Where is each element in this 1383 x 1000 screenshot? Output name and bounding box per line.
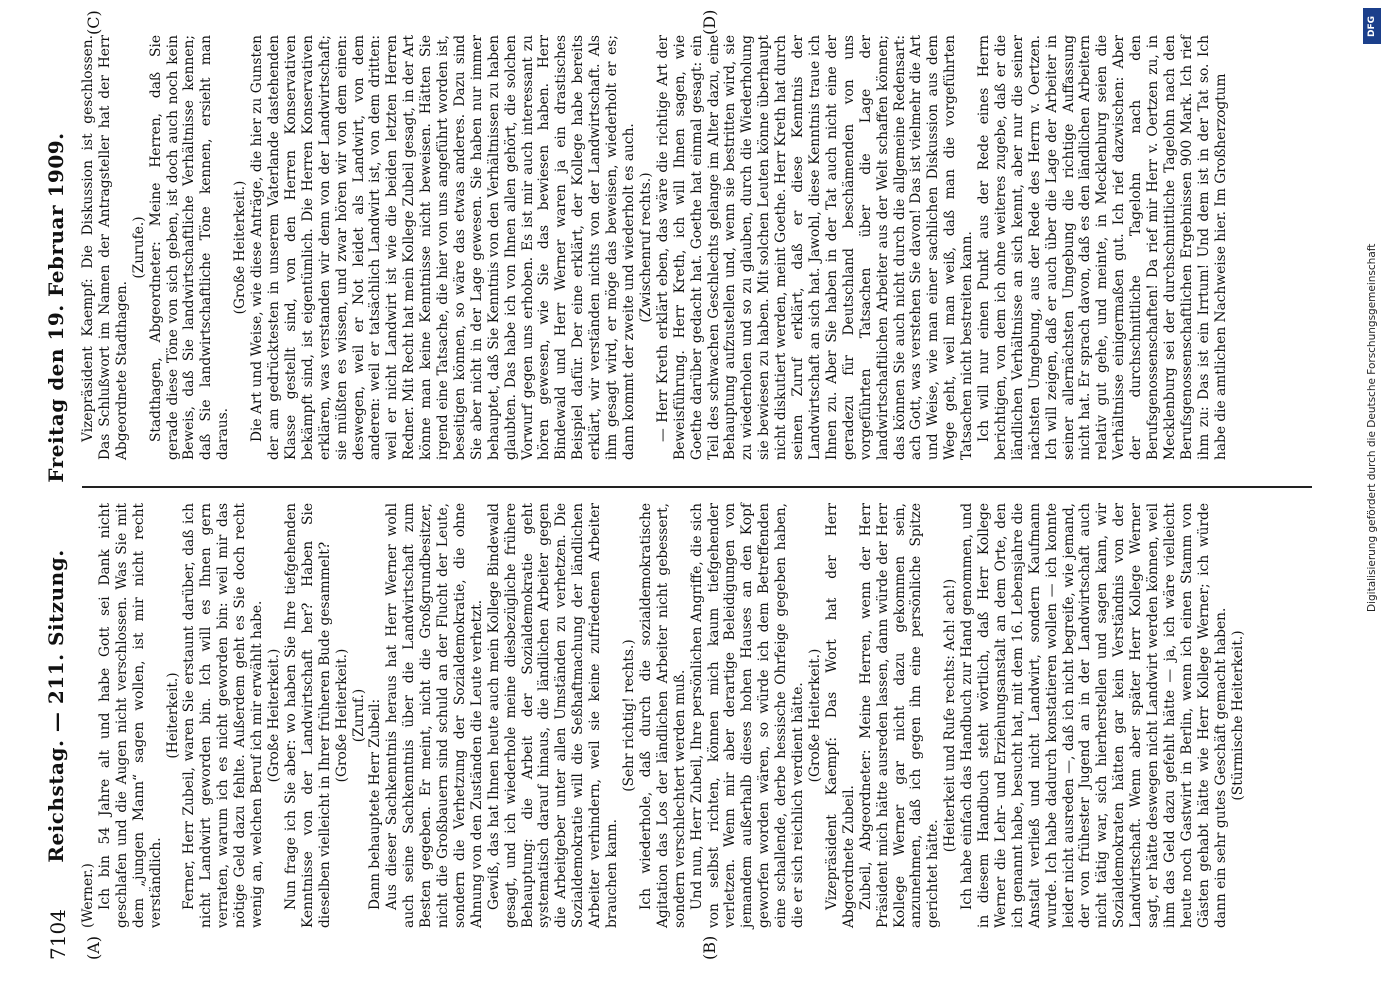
paragraph: (Große Heiterkeit.) <box>232 180 249 315</box>
paragraph: Ferner, Herr Zubeil, waren Sie erstaunt darüber, daß ich nicht Landwirt geworden bin. Ich will es Ihnen gern verraten, warum ich es nicht geworden bin: weil mir das nötige Geld dazu fehlte. Außerdem geht es Sie doch recht wenig an, welchen Beruf ich mir erwählt habe. <box>181 503 266 928</box>
paragraph: — Herr Kreth erklärt eben, das wäre die richtige Art der Beweisführung. Herr Kreth, ich will Ihnen sagen, wie Goethe darüber gedacht hat. Goethe hat einmal gesagt: ein Teil des schwachen Geschlechts gelange im Alter dazu, eine Behauptung aufzustellen und, wenn sie bestritten wird, sie zu wiederholen und so zu glauben, durch die Wiederholung sie bewiesen zu haben. Mit solchen Leuten könne überhaupt nicht diskutiert werden, meint Goethe. Herr Kreth hat durch seinen Zuruf erklärt, daß er diese Kenntnis der Landwirtschaft an sich hat. Jawohl, diese Kenntnis traue ich Ihnen zu. Aber Sie haben in der Tat auch nicht eine der geradezu für Deutschland beschämenden von uns vorgeführten Tatsachen über die Lage der landwirtschaftlichen Arbeiter aus der Welt schaffen können; das können Sie auch nicht durch die allgemeine Redensart: ach Gott, was verstehen Sie davon! Das ist vielmehr die Art und Weise, wie man einer sachlichen Diskussion aus dem Wege geht, weil man weiß, daß man die vorgeführten Tatsachen nicht bestreiten kann. <box>654 35 976 460</box>
paragraph: Ich wiederhole, daß durch die sozialdemokratische Agitation das Los der ländlichen Arbeiter nicht gebessert, sondern verschlechtert werden muß. <box>637 503 688 928</box>
paragraph: (Zurufe.) <box>130 216 147 279</box>
paragraph: (Heiterkeit und Rufe rechts: Ach! ach!) <box>942 578 959 853</box>
paragraph: (Zwischenruf rechts.) <box>637 172 654 323</box>
paragraph: Stadthagen, Abgeordneter: Meine Herren, daß Sie gerade diese Töne von sich geben, ist doch auch noch kein Beweis, daß Sie landwirtschaftliche Verhältnisse kennen; daß Sie landwirtschaftliche Töne kennen, ersieht man daraus. <box>147 35 232 460</box>
margin-marker-d: (D) <box>700 9 719 35</box>
paragraph: Vizepräsident Kaempf: Das Wort hat der Herr Abgeordnete Zubeil. <box>823 503 857 928</box>
header-title <box>44 35 68 960</box>
digitization-note: Digitalisierung gefördert durch die Deutsche Forschungsgemeinschaft <box>1366 243 1378 612</box>
paragraph: Vizepräsident Kaempf: Die Diskussion ist geschlossen. Das Schlußwort im Namen der Antragsteller hat der Herr Abgeordnete Stadthagen. <box>80 35 130 460</box>
margin-marker-a: (A) <box>84 935 103 960</box>
paragraph: (Große Heiterkeit.) <box>333 648 350 783</box>
dfg-logo: DFG <box>1363 8 1381 44</box>
column-divider <box>82 486 1312 488</box>
paragraph: Und nun, Herr Zubeil, Ihre persönlichen Angriffe, die sich von selbst richten, können mich kaum tiefgehender verletzen. Wenn mir aber derartige Beleidigungen von jemandem außerhalb dieses hohen Hauses an den Kopf geworfen worden wären, so würde ich dem Betreffenden eine schallende, derbe hessische Ohrfeige gegeben haben, die er sich reichlich verdient hätte. <box>688 503 807 928</box>
session-title: Reichstag. — 211. Sitzung. <box>44 549 68 863</box>
paragraph: (Große Heiterkeit.) <box>806 648 823 783</box>
paragraph: (Große Heiterkeit.) <box>265 648 282 783</box>
margin-marker-b: (B) <box>700 935 719 960</box>
paragraph: Nun frage ich Sie aber: wo haben Sie Ihre tiefgehenden Kenntnisse von der Landwirtschaft her? Haben Sie dieselben vielleicht in Ihrer früheren Bude gesammelt? <box>282 503 333 928</box>
paragraph: Gewiß, das hat Ihnen heute auch mein Kollege Bindewald gesagt, und ich wiederhole meine diesbezügliche frühere Behauptung: die Arbeit der Sozialdemokratie geht systematisch darauf hinaus, die ländlichen Arbeiter gegen die Arbeitgeber unter allen Umständen zu verhetzen. Die Sozialdemokratie will die Seßhaftmachung der ländlichen Arbeiter verhindern, weil sie keine zufriedenen Arbeiter brauchen kann. <box>485 503 621 928</box>
paragraph: Ich bin 54 Jahre alt und habe Gott sei Dank nicht geschlafen und die Augen nicht verschlossen. Was Sie mit dem „jungen Mann“ sagen wollen, ist mir nicht recht verständlich. <box>96 503 164 928</box>
paragraph: Ich will nur einen Punkt aus der Rede eines Herrn berichtigen, von dem ich ohne weiteres zugebe, daß er die ländlichen Verhältnisse an sich kennt, aber nur die seiner nächsten Umgebung, aus der Rede des Herrn v. Oertzen. Ich will zeigen, daß er auch über die Lage der Arbeiter in seiner allernächsten Umgebung die richtige Auffassung nicht hat. Er sprach davon, daß es den ländlichen Arbeitern relativ gut gehe, und meinte, in Mecklenburg seien die Verhältnisse einigermaßen gut. Ich rief dazwischen: Aber der durchschnittliche Tagelohn nach den Berufsgenossenschaften! Da rief mir Herr v. Oertzen zu, in Mecklenburg sei der durchschnittliche Tagelohn nach den Berufsgenossenschaftlichen Ergebnissen 900 Mark. Ich rief ihm zu: Das ist ein Irrtum! Und dem ist in der Tat so. Ich habe die amtlichen Nachweise hier. Im Großherzogtum <box>976 35 1229 460</box>
paragraph: (Sehr richtig! rechts.) <box>621 639 637 792</box>
paragraph: Dann behauptete Herr Zubeil: <box>367 698 384 910</box>
right-text-column <box>80 35 1260 460</box>
margin-marker-c: (C) <box>84 10 103 35</box>
page-number: 7104 <box>46 909 70 960</box>
session-date: Freitag den 19. Februar 1909. <box>44 132 68 483</box>
paragraph: (Stürmische Heiterkeit.) <box>1229 630 1246 801</box>
paragraph: Zubeil, Abgeordneter: Meine Herren, wenn der Herr Präsident mich hätte ausreden lassen, dann würde der Herr Kollege Werner gar nicht dazu gekommen sein, anzunehmen, daß ich gegen ihn eine persönliche Spitze gerichtet hätte. <box>857 503 942 928</box>
left-text-column <box>80 503 1260 928</box>
paragraph: (Heiterkeit.) <box>164 672 181 759</box>
paragraph: Ich habe einfach das Handbuch zur Hand genommen, und in diesem Handbuch steht wörtlich, daß Herr Kollege Werner die Lehr- und Erziehungsanstalt an dem Orte, den ich genannt habe, besucht hat, mit dem 16. Lebensjahre die Anstalt verließ und nicht Landwirt, sondern Kaufmann wurde. Ich habe dadurch konstatieren wollen — ich konnte leider nicht ausreden —, daß ich nicht begreife, wie jemand, der von frühester Jugend an in der Landwirtschaft auch nicht tätig war, sich hierherstellen und sagen kann, wir Sozialdemokraten hätten gar kein Verständnis von der Landwirtschaft. Wenn aber später Herr Kollege Werner sagt, er hätte deswegen nicht Landwirt werden können, weil ihm das Geld dazu gefehlt hätte — ja, ich wäre vielleicht heute noch Gastwirt in Berlin, wenn ich einen Stamm von Gästen gehabt hätte wie Herr Kollege Werner; ich würde dann ein sehr gutes Geschäft gemacht haben. <box>959 503 1229 928</box>
page-header <box>44 35 74 960</box>
paragraph: Die Art und Weise, wie diese Anträge, die hier zu Gunsten der am gedrücktesten in unserem Vaterlande dastehenden Klasse gestellt sind, von den Herren Konservativen bekämpft sind, ist eigentümlich. Die Herren Konservativen erklären, was verstanden wir denn von der Landwirtschaft; sie müßten es wissen, und zwar hören wir von dem einen: deswegen, weil er Not leidet als Landwirt, von dem anderen: weil er tatsächlich Landwirt ist, von dem dritten: weil er nicht Landwirt ist wie die beiden letzten Herren Redner. Mit Recht hat mein Kollege Zubeil gesagt, in der Art könne man keine Kenntnisse nicht beweisen. Hätten Sie irgend eine Tatsache, die hier von uns angeführt worden ist, beseitigen können, so wäre das etwas anderes. Dazu sind Sie aber nicht in der Lage gewesen. Sie haben nur immer behauptet, daß Sie Kenntnis von den Verhältnissen zu haben glaubten. Das habe ich von Ihnen allen gehört, die solchen Vorwurf gegen uns erhoben. Es ist mir auch interessant zu hören gewesen, wie Sie das bewiesen haben. Herr Bindewald und Herr Werner waren ja ein drastisches Beispiel dafür. Der eine erklärt, der Kollege habe bereits erklärt, wir verständen nichts von der Landwirtschaft. Als ihm gesagt wird, er möge das beweisen, wiederholt er es; dann kommt der zweite und wiederholt es auch. <box>249 35 637 460</box>
paragraph: (Werner.) <box>80 863 96 928</box>
paragraph: (Zuruf.) <box>350 688 367 743</box>
paragraph: Aus dieser Sachkenntnis heraus hat Herr Werner wohl auch seine Sachkenntnis über die Landwirtschaft zum Besten gegeben. Er meint, nicht die Großgrundbesitzer, nicht die Großbauern sind schuld an der Flucht der Leute, sondern die Verhetzung der Sozialdemokratie, die ohne Ahnung von den Zuständen die Leute verhetzt. <box>384 503 485 928</box>
